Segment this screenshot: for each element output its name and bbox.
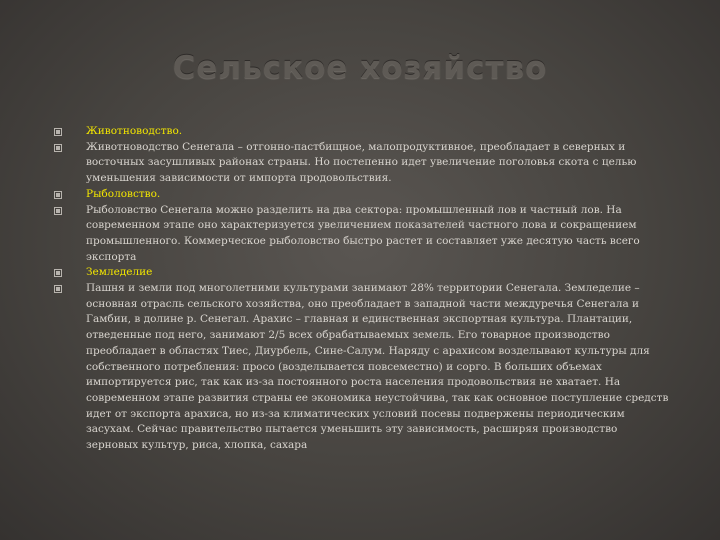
square-bullet-icon <box>54 191 62 199</box>
bullet-item-farming-text <box>54 281 669 454</box>
bullet-text: Пашня и земли под многолетними культурами занимают 28% территории Сенегала. Земледелие – основная отрасль сельского хозяйства, оно преобладает в западной части междуречья Сенегала и Гамбии, в долине р. Сенегал. Арахис – главная и единственная экспортная культура. Плантации, отведенные под него, занимают 2/5 всех обрабатываемых земель. Его товарное производство преобладает в областях Тиес, Диурбель, Сине-Салум. Наряду с арахисом возделывают культуры для собственного потребления: просо (возделывается повсеместно) и сорго. В больших объемах импортируется рис, так как из-за постоянного роста населения продовольствия не хватает. На современном этапе развития страны ее экономика неустойчива, так как основное поступление средств идет от экспорта арахиса, но из-за климатических условий посевы подвержены периодическим засухам. Сейчас правительство пытается уменьшить эту зависимость, расширяя производство зерновых культур, риса, хлопка, сахара <box>86 282 669 452</box>
bullet-item-livestock-text <box>54 140 669 187</box>
bullet-item-livestock-heading <box>54 124 669 140</box>
slide-title: Сельское хозяйство <box>172 50 548 86</box>
bullet-list <box>54 124 669 454</box>
bullet-text: Рыболовство Сенегала можно разделить на два сектора: промышленный лов и частный лов. На современном этапе оно характеризуется увеличением показателей частного лова и сокращением промышленного. Коммерческое рыболовство быстро растет и составляет уже десятую часть всего экспорта <box>86 203 640 263</box>
square-bullet-icon <box>54 285 62 293</box>
bullet-text: Рыболовство. <box>86 187 161 200</box>
square-bullet-icon <box>54 207 62 215</box>
bullet-item-fishing-text <box>54 203 669 266</box>
square-bullet-icon <box>54 128 62 136</box>
bullet-text: Животноводство Сенегала – отгонно-пастбищное, малопродуктивное, преобладает в северных и восточных засушливых районах страны. Но постепенно идет увеличение поголовья скота с целью уменьшения зависимости от импорта продовольствия. <box>86 140 637 185</box>
square-bullet-icon <box>54 269 62 277</box>
bullet-text: Земледелие <box>86 266 153 279</box>
bullet-item-farming-heading <box>54 265 669 281</box>
bullet-item-fishing-heading <box>54 187 669 203</box>
square-bullet-icon <box>54 144 62 152</box>
bullet-text: Животноводство. <box>86 125 183 137</box>
